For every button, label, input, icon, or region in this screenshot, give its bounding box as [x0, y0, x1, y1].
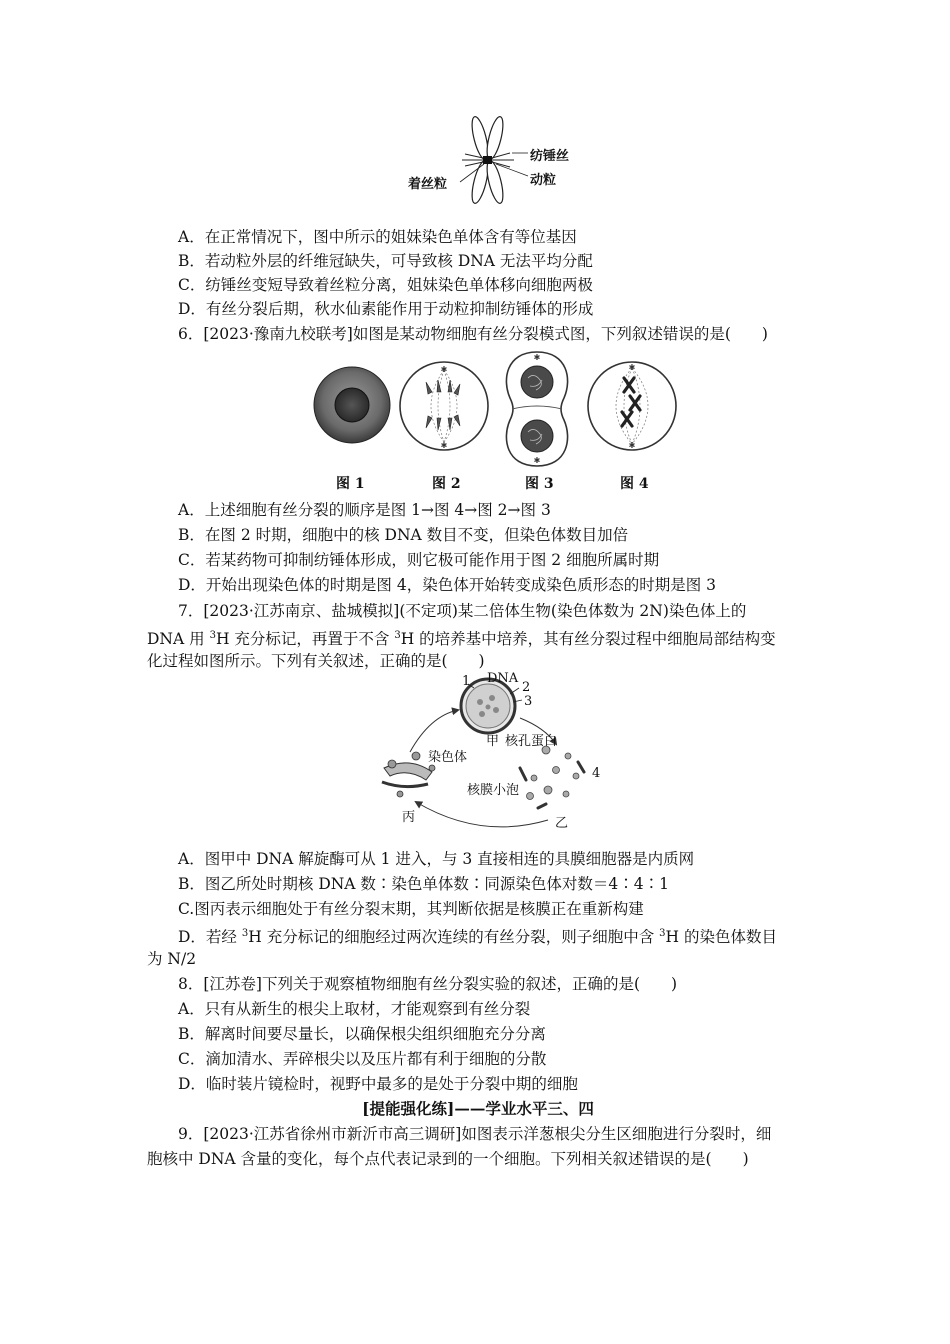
cell-figure-1 [312, 365, 392, 445]
q9-stem-line2: 胞核中 DNA 含量的变化，每个点代表记录到的一个细胞。下列相关叙述错误的是( ) [147, 1150, 749, 1168]
q6-option-b: B．在图 2 时期，细胞中的核 DNA 数目不变，但染色体数目加倍 [178, 526, 629, 544]
q7-fig-label-dna: DNA [487, 671, 519, 686]
label-kinetochore: 动粒 [530, 173, 557, 188]
q7-fig-label-1: 1 [462, 674, 471, 689]
svg-text:✱: ✱ [440, 365, 448, 374]
q7-stem-line3: 化过程如图所示。下列有关叙述，正确的是( ) [147, 652, 485, 670]
svg-text:✱: ✱ [533, 456, 541, 465]
label-centromere: 着丝粒 [408, 177, 448, 192]
q7-stem-line2: DNA 用 $^3$H 充分标记，再置于不含 $^3$H 的培养基中培养，其有丝分裂过程中细胞局部结构变 [147, 630, 776, 648]
svg-text:✱: ✱ [533, 353, 541, 362]
q8-stem: 8．[江苏卷]下列关于观察植物细胞有丝分裂实验的叙述，正确的是( ) [178, 975, 678, 993]
q6-option-d: D．开始出现染色体的时期是图 4，染色体开始转变成染色质形态的时期是图 3 [178, 576, 717, 594]
q6-option-c: C．若某药物可抑制纺锤体形成，则它极可能作用于图 2 细胞所属时期 [178, 551, 660, 569]
q7-fig-label-4: 4 [592, 766, 601, 781]
figure-label-1: 图 1 [336, 476, 365, 492]
q7-option-a: A．图甲中 DNA 解旋酶可从 1 进入，与 3 直接相连的具膜细胞器是内质网 [178, 850, 695, 868]
q7-fig-label-3: 3 [524, 694, 533, 709]
cell-figure-2 [398, 360, 490, 452]
q6-stem: 6．[2023·豫南九校联考]如图是某动物细胞有丝分裂模式图，下列叙述错误的是( ) [178, 325, 768, 343]
q8-option-a: A．只有从新生的根尖上取材，才能观察到有丝分裂 [178, 1000, 531, 1018]
q7-fig-label-chromosome: 染色体 [428, 750, 468, 765]
q5-option-b: B．若动粒外层的纤维冠缺失，可导致核 DNA 无法平均分配 [178, 252, 593, 270]
q5-option-d: D．有丝分裂后期，秋水仙素能作用于动粒抑制纺锤体的形成 [178, 300, 594, 318]
q9-stem-line1: 9．[2023·江苏省徐州市新沂市高三调研]如图表示洋葱根尖分生区细胞进行分裂时，细 [178, 1125, 772, 1143]
figure-label-3: 图 3 [525, 476, 554, 492]
q7-fig-label-vesicle: 核膜小泡 [467, 783, 520, 798]
cell-figure-4 [586, 360, 678, 452]
svg-text:✱: ✱ [628, 441, 636, 450]
q7-stem-line1: 7．[2023·江苏南京、盐城模拟](不定项)某二倍体生物(染色体数为 2N)染色体上的 [178, 602, 747, 620]
q8-option-d: D．临时装片镜检时，视野中最多的是处于分裂中期的细胞 [178, 1075, 578, 1093]
q7-option-b: B．图乙所处时期核 DNA 数∶染色单体数∶同源染色体对数＝4∶4∶1 [178, 875, 670, 893]
q7-option-d-line2: 为 N/2 [147, 950, 197, 968]
q7-option-d-line1: D．若经 $^3$H 充分标记的细胞经过两次连续的有丝分裂，则子细胞中含 $^3$H 的染色体数目 [178, 928, 777, 946]
q7-fig-label-bing: 丙 [402, 810, 416, 825]
q5-option-a: A．在正常情况下，图中所示的姐妹染色单体含有等位基因 [178, 228, 577, 246]
figure-label-4: 图 4 [620, 476, 649, 492]
figure-label-2: 图 2 [432, 476, 461, 492]
q8-option-b: B．解离时间要尽量长，以确保根尖组织细胞充分分离 [178, 1025, 546, 1043]
section-heading: [提能强化练]——学业水平三、四 [362, 1099, 594, 1118]
q7-fig-label-yi: 乙 [555, 816, 569, 831]
svg-text:✱: ✱ [628, 363, 636, 372]
q7-fig-label-jia: 甲 [486, 734, 500, 749]
svg-text:✱: ✱ [440, 441, 448, 450]
cell-figure-3 [500, 350, 574, 468]
q8-option-c: C．滴加清水、弄碎根尖以及压片都有利于细胞的分散 [178, 1050, 547, 1068]
label-spindle: 纺锤丝 [530, 149, 570, 164]
q6-option-a: A．上述细胞有丝分裂的顺序是图 1→图 4→图 2→图 3 [178, 501, 551, 519]
q7-option-c: C.图丙表示细胞处于有丝分裂末期，其判断依据是核膜正在重新构建 [178, 900, 644, 918]
chromosome-kinetochore-figure [400, 120, 590, 210]
q7-fig-label-2: 2 [522, 680, 531, 695]
q7-fig-label-nuclear-pore-protein: 核孔蛋白 [505, 734, 558, 749]
q5-option-c: C．纺锤丝变短导致着丝粒分离，姐妹染色单体移向细胞两极 [178, 276, 593, 294]
